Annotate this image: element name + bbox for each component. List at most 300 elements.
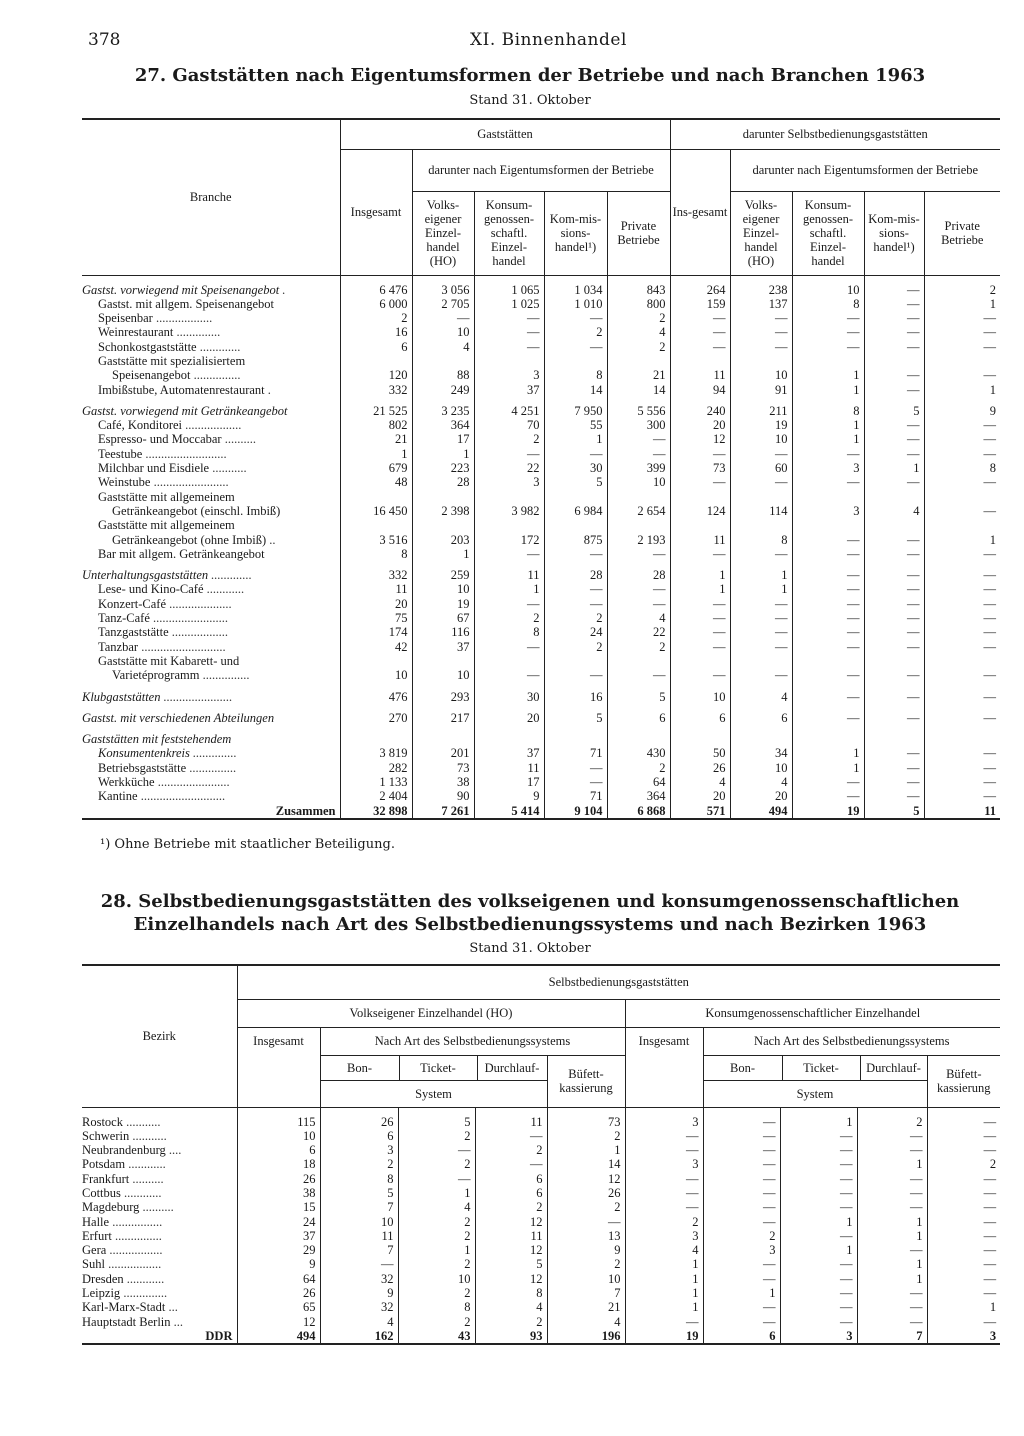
table-cell: 11 [474,761,544,775]
table-cell: 3 [625,1229,703,1243]
table-cell: 9 [320,1286,398,1300]
table-cell: — [924,432,1000,446]
table-cell [924,654,1000,668]
table-cell: — [927,1229,1000,1243]
table-cell: 5 [398,1115,475,1129]
table-cell [474,654,544,668]
table-cell: — [924,789,1000,803]
table-cell: 20 [340,597,412,611]
table-row [82,775,1000,789]
spacer-cell [792,275,864,283]
header-private: Private Betriebe [607,191,670,275]
table-cell: 73 [412,761,474,775]
row-label-text: Klubgaststätten [82,689,161,704]
row-label-text: Gera [82,1243,107,1258]
leader-dots: ............... [190,368,241,383]
table-cell: 3 056 [412,283,474,297]
table-cell: — [864,611,924,625]
table-cell: 1 [780,1215,857,1229]
table-row [82,654,1000,668]
table-row [82,461,1000,475]
table-cell: 2 [398,1286,475,1300]
row-label [82,1143,237,1157]
table-row [82,804,1000,819]
header-system-ho: System [415,1086,452,1101]
leader-dots: .............. [120,1286,168,1301]
table-cell: 203 [412,533,474,547]
table-row [82,432,1000,446]
row-label [82,311,340,325]
table-cell: 2 [340,311,412,325]
table-cell: 8 [924,461,1000,475]
table-cell: — [857,1129,927,1143]
header-bon-ho: Bon- [321,1056,400,1080]
table-row [82,690,1000,704]
table-cell: 65 [237,1300,320,1314]
row-label [82,1300,237,1314]
leader-dots: ............ [120,1185,162,1200]
table-cell: 7 [857,1329,927,1344]
table-27-title: 27. Gaststätten nach Eigentumsformen der Betriebe und nach Branchen 1963 [134,65,926,86]
table-cell: — [857,1300,927,1314]
row-label [82,654,340,668]
table-cell: 114 [730,504,792,518]
row-label-text: Tanzbar [98,639,139,654]
table-cell: — [703,1300,780,1314]
table-cell: — [780,1172,857,1186]
table-cell: 43 [398,1329,475,1344]
table-cell [864,354,924,368]
table-cell: 30 [474,690,544,704]
table-cell: — [927,1243,1000,1257]
row-label [82,325,340,339]
table-cell: — [474,311,544,325]
table-cell: 2 [398,1315,475,1329]
spacer-cell [924,275,1000,283]
table-cell: — [474,447,544,461]
table-cell: — [730,668,792,682]
table-cell: 11 [320,1229,398,1243]
table-cell: — [670,311,730,325]
table-cell: 2 [927,1157,1000,1171]
spacer-cell [412,704,474,711]
row-label-text: Rostock [82,1114,123,1129]
table-cell: — [607,432,670,446]
row-label-text: Betriebsgaststätte [98,760,187,775]
table-cell: 5 556 [607,404,670,418]
table-cell: 32 [320,1272,398,1286]
table-cell: — [398,1172,475,1186]
table-cell: 4 [398,1200,475,1214]
table-cell: — [927,1186,1000,1200]
table-cell: 2 [544,325,607,339]
row-label-text: Gaststätten mit feststehendem [82,732,232,747]
spacer-cell [864,725,924,732]
table-cell: 1 [857,1157,927,1171]
table-cell: — [607,447,670,461]
header-konsum: Konsum-genossen-schaftl. Einzel-handel [474,191,544,275]
table-cell: — [792,325,864,339]
table-cell: 875 [544,533,607,547]
table-cell: 24 [544,625,607,639]
spacer-cell [412,683,474,690]
table-cell: 1 [792,418,864,432]
table-cell [730,732,792,746]
table-cell: 12 [475,1243,547,1257]
table-cell: 9 [924,404,1000,418]
table-cell [792,518,864,532]
table-cell [924,518,1000,532]
table-cell: 4 [475,1300,547,1314]
spacer-cell [792,704,864,711]
table-cell: — [864,283,924,297]
spacer-cell [864,683,924,690]
table-cell: 2 [625,1215,703,1229]
table-cell: 6 984 [544,504,607,518]
table-cell: 5 [864,804,924,819]
table-cell: 2 [544,611,607,625]
spacer-row [82,1107,1000,1115]
header-ho: Volks-eigener Einzel-handel (HO) [412,191,474,275]
leader-dots: ........................ [150,475,229,490]
table-cell: — [730,475,792,489]
table-cell: — [670,640,730,654]
table-cell: 71 [544,789,607,803]
header-sb: Selbstbedienungsgaststätten [237,965,1000,999]
table-cell: — [730,447,792,461]
table-cell: — [864,547,924,561]
spacer-cell [730,725,792,732]
row-label [82,1229,237,1243]
row-label [82,1200,237,1214]
spacer-row [82,275,1000,283]
header-ho-sb: Volks-eigener Einzel-handel (HO) [730,191,792,275]
table-cell: 1 025 [474,297,544,311]
table-cell: — [927,1172,1000,1186]
spacer-cell [607,725,670,732]
row-label-text: Gaststätte mit allgemeinem [98,518,235,533]
row-label [82,533,340,547]
spacer-cell [544,561,607,568]
table-cell [340,654,412,668]
table-row [82,533,1000,547]
table-cell: — [792,447,864,461]
leader-dots: ........................ [149,611,228,626]
table-row [82,1186,1000,1200]
table-cell: 6 000 [340,297,412,311]
table-cell: — [924,368,1000,382]
table-cell: 3 [780,1329,857,1344]
table-cell: 12 [475,1272,547,1286]
row-label [82,447,340,461]
table-cell: 10 [398,1272,475,1286]
table-cell: 6 [475,1186,547,1200]
leader-dots: .......... [221,432,256,447]
table-cell [730,354,792,368]
header-durchlauf-konsum: Durchlauf- [866,1060,921,1075]
table-row [82,1300,1000,1314]
spacer-cell [412,725,474,732]
table-cell [340,732,412,746]
spacer-row [82,397,1000,404]
leader-dots: .................... [166,596,232,611]
table-cell: — [703,1129,780,1143]
spacer-cell [625,1107,703,1115]
table-cell: 6 868 [607,804,670,819]
table-cell: 201 [412,746,474,760]
leader-dots: .......... [129,1171,164,1186]
table-cell: — [703,1186,780,1200]
table-cell: 32 [320,1300,398,1314]
table-cell: — [924,447,1000,461]
table-cell: 7 [320,1200,398,1214]
table-cell: 26 [670,761,730,775]
table-cell: 37 [474,746,544,760]
table-cell: 1 [792,368,864,382]
spacer-cell [703,1107,780,1115]
table-cell: 1 [398,1243,475,1257]
table-cell: — [474,340,544,354]
row-label [82,1172,237,1186]
table-cell: — [864,711,924,725]
table-cell: — [474,547,544,561]
table-row [82,311,1000,325]
header-nach-art-konsum: Nach Art des Selbstbedienungssystems [703,1027,1000,1055]
leader-dots: ............ [125,1157,166,1172]
table-cell: 2 193 [607,533,670,547]
table-cell: 8 [340,547,412,561]
table-row [82,1172,1000,1186]
spacer-cell [544,275,607,283]
table-cell: — [474,640,544,654]
table-cell: 1 [857,1257,927,1271]
table-cell: 1 [730,582,792,596]
row-label [82,690,340,704]
row-label [82,761,340,775]
spacer-cell [82,683,340,690]
table-cell: 2 [475,1315,547,1329]
table-cell: — [864,789,924,803]
spacer-cell [474,397,544,404]
table-cell: 1 [625,1286,703,1300]
table-cell: 3 [703,1243,780,1257]
leader-dots: ............ [203,582,245,597]
table-cell: 174 [340,625,412,639]
row-label-text: Werkküche [98,775,155,789]
table-cell: 8 [474,625,544,639]
table-cell: 1 [412,547,474,561]
header-durchlauf-ho: Durchlauf- [484,1060,540,1075]
row-label [82,432,340,446]
spacer-cell [792,683,864,690]
table-cell: 4 [730,775,792,789]
table-cell: — [792,775,864,789]
table-cell: — [924,625,1000,639]
row-label-text: Dresden [82,1271,124,1286]
table-cell: — [625,1315,703,1329]
row-label [82,775,340,789]
table-cell: 1 [544,432,607,446]
table-cell: 2 [607,761,670,775]
table-cell: — [924,711,1000,725]
table-cell: — [670,547,730,561]
header-insgesamt-ho: Insgesamt [237,1027,320,1107]
table-cell: 162 [320,1329,398,1344]
table-cell: — [320,1257,398,1271]
table-cell: 26 [237,1172,320,1186]
table-cell: — [864,368,924,382]
table-cell: 14 [547,1157,625,1171]
table-cell: — [864,533,924,547]
table-cell: 11 [475,1115,547,1129]
table-cell: — [927,1257,1000,1271]
table-cell: 10 [320,1215,398,1229]
row-label-text: Gaststätte mit allgemeinem [98,489,235,504]
table-cell: 8 [730,533,792,547]
table-cell: 1 [474,582,544,596]
table-cell: — [703,1215,780,1229]
row-label [82,597,340,611]
table-cell: 2 [857,1115,927,1129]
row-label-text: Gaststätte mit spezialisiertem [98,353,246,368]
table-cell: — [475,1129,547,1143]
table-cell: — [857,1186,927,1200]
table-cell: — [924,568,1000,582]
table-cell: — [780,1129,857,1143]
row-label-text: Imbißstube, Automatenrestaurant [98,382,265,397]
table-cell: — [544,668,607,682]
row-label-text: Milchbar und Eisdiele [98,461,210,476]
table-cell: — [780,1143,857,1157]
table-cell [412,732,474,746]
table-cell: 2 654 [607,504,670,518]
spacer-cell [670,725,730,732]
table-cell: 1 034 [544,283,607,297]
table-cell: 1 [857,1272,927,1286]
table-cell [924,354,1000,368]
table-cell: 28 [607,568,670,582]
table-cell: 2 398 [412,504,474,518]
spacer-cell [544,725,607,732]
table-cell: — [857,1172,927,1186]
table-cell: 11 [340,582,412,596]
table-cell: — [864,597,924,611]
table-27 [82,118,1000,820]
spacer-cell [730,683,792,690]
table-28-body [82,1107,1000,1344]
table-cell: 282 [340,761,412,775]
header-ho: Volkseigener Einzelhandel (HO) [237,999,625,1027]
row-label [82,518,340,532]
table-cell: — [625,1129,703,1143]
table-cell: 14 [544,383,607,397]
table-cell: — [703,1172,780,1186]
table-cell [544,518,607,532]
row-label [82,1157,237,1171]
table-row [82,761,1000,775]
table-cell: — [792,690,864,704]
table-row [82,475,1000,489]
table-cell: 124 [670,504,730,518]
row-label [82,368,340,382]
table-cell: 4 [625,1243,703,1257]
table-cell: — [924,340,1000,354]
table-cell: 21 [607,368,670,382]
table-cell: 17 [412,432,474,446]
table-cell: 2 [474,432,544,446]
table-cell: — [792,568,864,582]
table-cell: 75 [340,611,412,625]
table-cell: 2 [703,1229,780,1243]
table-cell: 6 [607,711,670,725]
table-28-title-line2: Einzelhandels nach Art des Selbstbedienungssystems und nach Bezirken 1963 [133,914,927,935]
table-cell: 332 [340,568,412,582]
table-cell: 10 [412,582,474,596]
table-cell: 264 [670,283,730,297]
table-cell: 10 [547,1272,625,1286]
table-cell: 20 [670,418,730,432]
leader-dots: .. [266,532,276,547]
row-label [82,804,340,819]
table-cell: 7 [547,1286,625,1300]
row-label-text: Getränkeangebot (ohne Imbiß) [112,532,267,547]
spacer-cell [670,704,730,711]
table-cell: 10 [237,1129,320,1143]
table-cell: 1 [924,383,1000,397]
table-cell: — [780,1186,857,1200]
table-cell: — [927,1286,1000,1300]
spacer-cell [864,397,924,404]
table-row [82,383,1000,397]
table-cell: 3 516 [340,533,412,547]
table-cell: — [864,640,924,654]
table-cell: 3 [792,504,864,518]
header-system-konsum: System [796,1086,834,1101]
table-cell [730,490,792,504]
table-cell: — [864,325,924,339]
table-cell: 37 [237,1229,320,1243]
table-row [82,354,1000,368]
table-cell [864,732,924,746]
row-label [82,1129,237,1143]
table-cell [340,518,412,532]
row-label [82,383,340,397]
table-cell: 430 [607,746,670,760]
table-cell: 7 [320,1243,398,1257]
table-row [82,1115,1000,1129]
spacer-cell [82,275,340,283]
spacer-cell [412,275,474,283]
row-label [82,625,340,639]
table-row [82,297,1000,311]
table-cell: — [864,761,924,775]
table-cell [730,518,792,532]
table-cell: — [857,1200,927,1214]
table-cell: 172 [474,533,544,547]
table-cell: 60 [730,461,792,475]
table-cell: 802 [340,418,412,432]
leader-dots: ........................... [137,789,226,804]
row-label-text: Lese- und Kino-Café [98,582,204,597]
table-cell: — [780,1315,857,1329]
row-label [82,1257,237,1271]
table-cell: 399 [607,461,670,475]
table-row [82,404,1000,418]
table-cell [607,654,670,668]
header-private-sb: Private Betriebe [924,191,1000,275]
table-cell: 3 [927,1329,1000,1344]
table-cell: 73 [670,461,730,475]
